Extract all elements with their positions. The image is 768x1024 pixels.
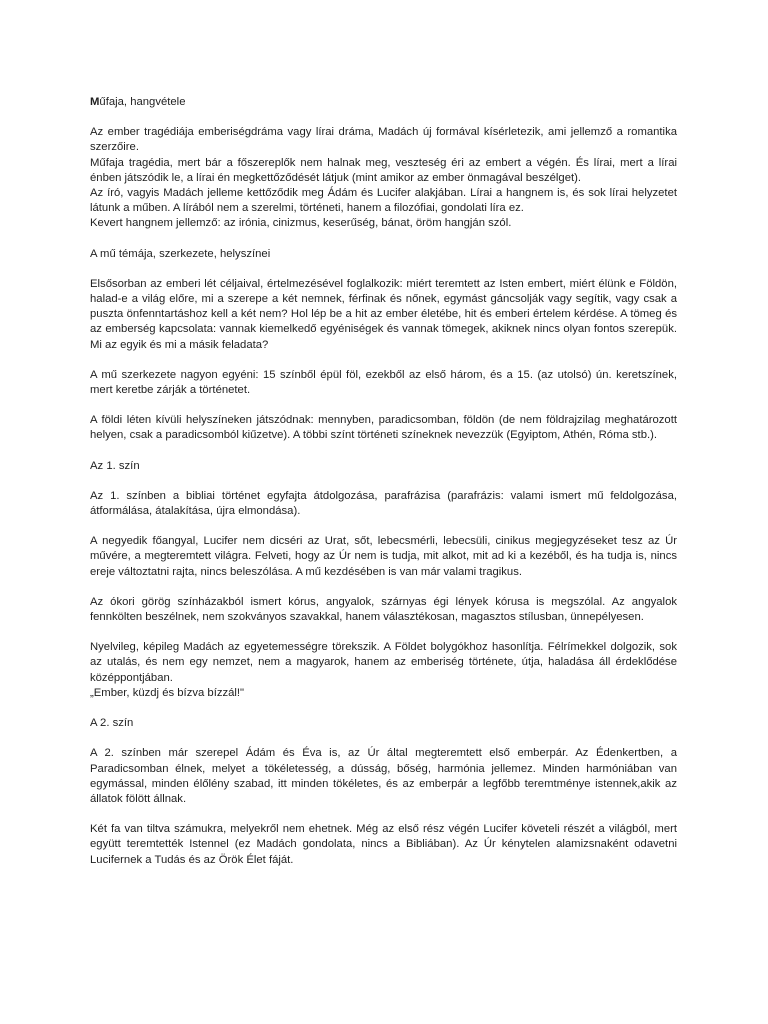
heading-theme: A mű témája, szerkezete, helyszínei xyxy=(90,247,271,260)
intro-line: Az író, vagyis Madách jelleme kettőződik meg Ádám és Lucifer alakjában. Lírai a hangnem is, és sok lírai helyzetet látunk a műben. A lírából nem a szerelmi, történeti, hanem a filozófiai, gondolati líra ez. xyxy=(90,187,677,215)
scene1-paragraph-3: Az ókori görög színházakból ismert kórus, angyalok, szárnyas égi lények kórusa is megszólal. Az angyalok fennkölten beszélnek, nem szokványos szavakkal, hanem választékosan, magasztos stílusban, ünnepélyesen. xyxy=(90,595,677,624)
scene2-paragraph-1: A 2. színben már szerepel Ádám és Éva is, az Úr által megteremtett első emberpár. Az Édenkertben, a Paradicsomban élnek, melyet a tökéletesség, a dússág, bőség, harmónia jellemez. Minden harmóniában van egymással, minden élőlény szabad, itt minden tökéletes, és az emberpár a legfőbb teremtménye istennek,akik az állatok fölött állnak. xyxy=(90,747,677,805)
intro-line: Az ember tragédiája emberiségdráma vagy lírai dráma, Madách új formával kísérletezik, ami jellemző a romantika szerzőire. xyxy=(90,126,677,154)
scene1-quote: „Ember, küzdj és bízva bízzál!" xyxy=(90,686,245,699)
heading-scene-2: A 2. szín xyxy=(90,717,134,730)
intro-line: Kevert hangnem jellemző: az irónia, cinizmus, keserűség, bánat, öröm hangján szól. xyxy=(90,217,512,230)
section-title xyxy=(90,95,677,110)
document-page xyxy=(90,95,677,883)
scene2-paragraph-2: Két fa van tiltva számukra, melyekről nem ehetnek. Még az első rész végén Lucifer követeli részét a világból, mert együtt teremtették Istennel (ez Madách gondolata, nincs a Bibliában). Az Úr kénytelen alamizsnaként odavetni Lucifernek a Tudás és az Örök Élet fáját. xyxy=(90,823,677,866)
title-initial: M xyxy=(90,96,100,108)
heading-scene-1: Az 1. szín xyxy=(90,459,140,472)
theme-paragraph-3: A földi léten kívüli helyszíneken játszódnak: mennyben, paradicsomban, földön (de nem földrajzilag meghatározott helyen, csak a paradicsomból kiűzetve). A többi színt történeti színeknek nevezzük (Egyiptom, Athén, Róma stb.). xyxy=(90,414,677,442)
scene1-paragraph-4-text: Nyelvileg, képileg Madách az egyetemességre törekszik. A Földet bolygókhoz hasonlítja. Félrímekkel dolgozik, sok az utalás, és nem egy nemzet, nem a magyarok, hanem az emberiség története, útja, haladása áll érdeklődése középpontjában. xyxy=(90,641,677,684)
theme-paragraph-2: A mű szerkezete nagyon egyéni: 15 színből épül föl, ezekből az első három, és a 15. (az utolsó) ún. keretszínek, mert keretbe zárják a történetet. xyxy=(90,368,677,397)
scene1-paragraph-2: A negyedik főangyal, Lucifer nem dicséri az Urat, sőt, lebecsmérli, lebecsüli, cinikus megjegyzéseket tesz az Úr művére, a megteremtett világra. Felveti, hogy az Úr nem is tudja, mit alkot, mit ad ki a kezéből, és ha tudja is, nincs ereje változtatni rajta, nincs beleszólása. A mű kezdésében is van már valami tragikus. xyxy=(90,535,677,578)
intro-line: Műfaja tragédia, mert bár a főszereplők nem halnak meg, veszteség éri az embert a végén. És lírai, mert a lírai énben játszódik le, a lírai én megkettőződését látjuk (mint amikor az ember önmagával beszélget). xyxy=(90,156,677,184)
scene1-paragraph-1: Az 1. színben a bibliai történet egyfajta átdolgozása, parafrázisa (parafrázis: valami ismert mű feldolgozása, átformálása, átalakítása, újra elmondása). xyxy=(90,489,677,518)
intro-paragraph xyxy=(90,125,677,231)
theme-paragraph-1: Elsősorban az emberi lét céljaival, értelmezésével foglalkozik: miért teremtett az Isten embert, miért élünk e Földön, halad-e a világ előre, mi a szerepe a két nemnek, férfinak és nőnek, egymást gáncsolják vagy segítik, vagy csak a puszta önfenntartáshoz kell a két nem? Hol lép be a hit az ember életébe, hit és emberi értelem kérdése. A tömeg és az emberség kapcsolata: vannak kiemelkedő egyéniségek és vannak tömegek, akiknek nincs olyan fontos szerepük. Mi az egyik és mi a másik feladata? xyxy=(90,277,677,351)
title-rest: űfaja, hangvétele xyxy=(99,96,186,108)
scene1-paragraph-4 xyxy=(90,640,677,701)
